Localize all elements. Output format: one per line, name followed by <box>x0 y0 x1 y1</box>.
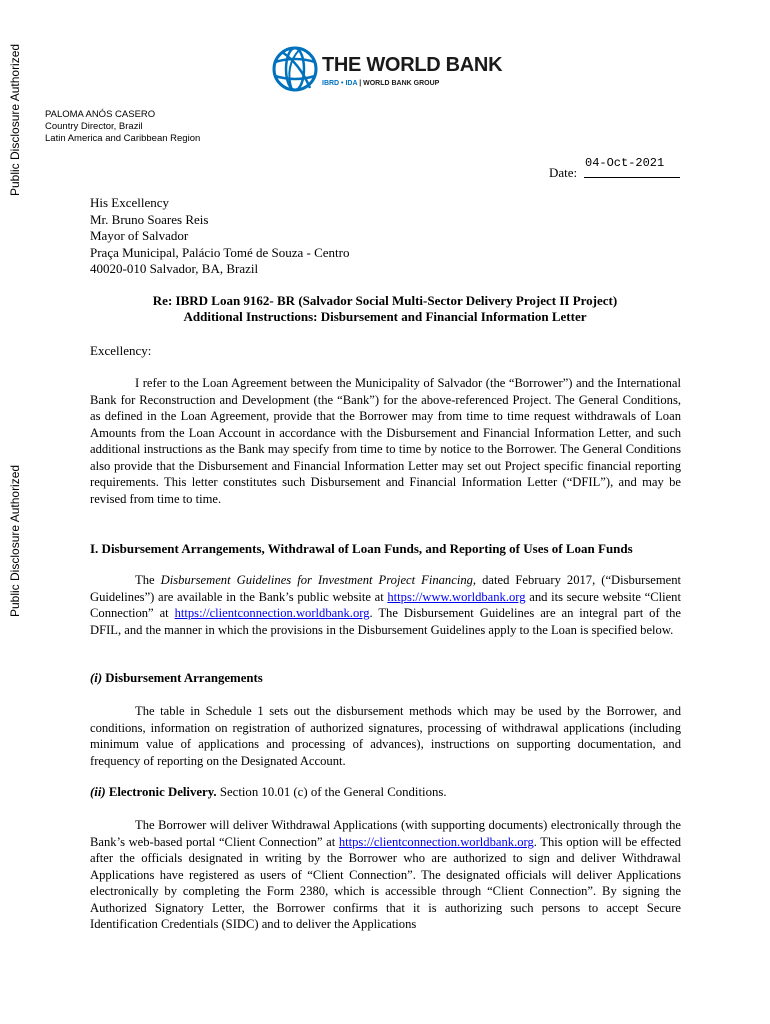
subject-line <box>90 293 680 326</box>
paragraph-guidelines: The Disbursement Guidelines for Investment Project Financing, dated February 2017, (“Disbursement Guidelines”) are available in the Bank’s public website at https://www.worldbank.org and its secure website “Client Connection” at https://clientconnection.worldbank.org. The Disbursement Guidelines are an integral part of the DFIL, and the manner in which the provisions in the Disbursement Guidelines apply to the Loan is specified below. <box>90 573 682 637</box>
logo-wordmark: THE WORLD BANK <box>322 54 503 76</box>
date-underline <box>584 177 680 178</box>
addressee-line: Mr. Bruno Soares Reis <box>90 211 209 227</box>
client-connection-link[interactable]: https://clientconnection.worldbank.org <box>174 606 370 620</box>
date-field <box>549 156 684 180</box>
section-heading: I. Disbursement Arrangements, Withdrawal of Loan Funds, and Reporting of Uses of Loan Funds <box>90 541 633 556</box>
addressee-line: Praça Municipal, Palácio Tomé de Souza - Centro <box>90 244 350 260</box>
paragraph-schedule: The table in Schedule 1 sets out the disbursement methods which may be used by the Borrower, and conditions, information on registration of authorized signatures, processing of withdrawal applications (including minimum value of applications and processing of advances), instructions on supporting documentation, and frequency of reporting on the Designated Account. <box>90 704 681 768</box>
addressee-line: 40020-010 Salvador, BA, Brazil <box>90 261 259 277</box>
subheading-disbursement-arrangements: (i) Disbursement Arrangements <box>90 671 263 685</box>
client-connection-link-2[interactable]: https://clientconnection.worldbank.org <box>338 834 534 849</box>
paragraph-intro: I refer to the Loan Agreement between the Municipality of Salvador (the “Borrower”) and the International Bank for Reconstruction and Development (the “Bank”) for the above-referenced Project. The General Conditions, as defined in the Loan Agreement, provide that the Borrower may from time to time request withdrawals of Loan Amounts from the Loan Account in accordance with the Disbursement and Financial Information Letter, and such additional instructions as the Bank may specify from time to time by notice to the Borrower. The General Conditions also provide that the Disbursement and Financial Information Letter may set out Project specific financial reporting requirements. This letter constitutes such Disbursement and Financial Information Letter (“DFIL”), and may be revised from time to time. <box>90 376 681 506</box>
world-bank-logo <box>270 44 510 96</box>
subject-line-1: Re: IBRD Loan 9162- BR (Salvador Social Multi-Sector Delivery Project II Project) <box>152 293 618 308</box>
globe-icon <box>270 44 320 94</box>
sender-region: Latin America and Caribbean Region <box>45 133 201 144</box>
date-label: Date: <box>549 165 578 180</box>
subheading-electronic-delivery: (ii) Electronic Delivery. Section 10.01 (c) of the General Conditions. <box>90 785 447 799</box>
sender-title: Country Director, Brazil <box>45 121 143 132</box>
logo-subtitle: IBRD • IDA | WORLD BANK GROUP <box>322 80 440 87</box>
paragraph-electronic-delivery: The Borrower will deliver Withdrawal Applications (with supporting documents) electronically through the Bank’s web-based portal “Client Connection” at https://clientconnection.worldbank.org. This option will be effected after the officials designated in writing by the Borrower who are authorized to sign and deliver Withdrawal Applications have registered as users of “Client Connection”. The designated officials will deliver Applications electronically by completing the Form 2380, which is accessible through “Client Connection”. By signing the Authorized Signatory Letter, the Borrower confirms that it is authorizing such persons to accept Secure Identification Credentials (SIDC) and to deliver the Applications <box>90 818 681 931</box>
addressee-line: Mayor of Salvador <box>90 228 189 244</box>
sender-name: PALOMA ANÓS CASERO <box>45 109 156 120</box>
worldbank-link[interactable]: https://www.worldbank.org <box>387 589 526 604</box>
subject-line-2: Additional Instructions: Disbursement and Financial Information Letter <box>183 309 587 325</box>
addressee-line: His Excellency <box>90 195 170 210</box>
addressee-block <box>90 195 350 278</box>
sender-block <box>45 109 200 145</box>
date-value: 04-Oct-2021 <box>585 156 665 170</box>
salutation: Excellency: <box>90 343 152 358</box>
